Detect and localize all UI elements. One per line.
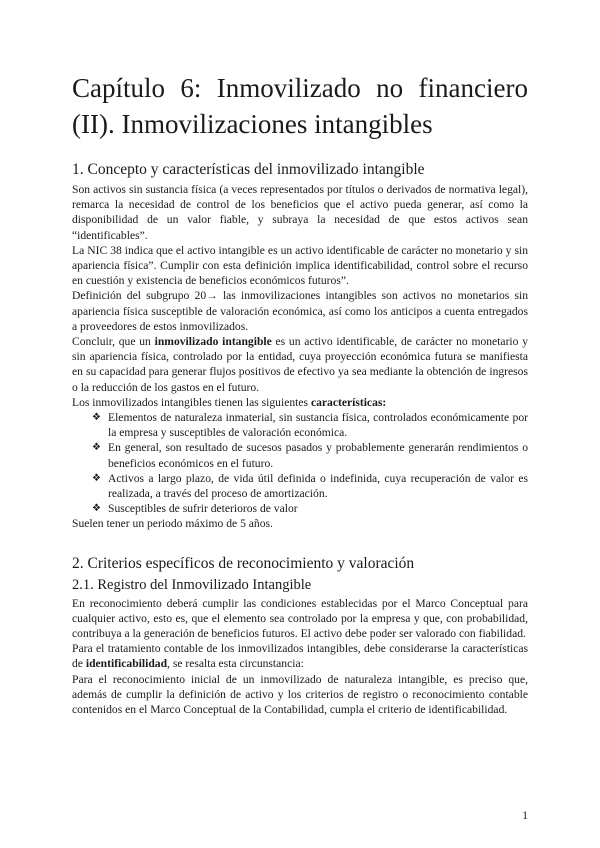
section-1-paragraph-5	[72, 395, 528, 410]
s2p2-text-after: , se resalta esta circunstancia:	[167, 657, 304, 671]
section-1-paragraph-4	[72, 334, 528, 395]
p5-bold-term: características:	[310, 395, 387, 409]
list-item	[92, 501, 528, 516]
characteristics-list	[72, 410, 528, 516]
document-page	[72, 70, 528, 717]
list-item	[92, 471, 528, 501]
p4-text-before: Concluir, que un	[72, 335, 155, 349]
diamond-bullet-icon: ❖	[92, 503, 101, 515]
p4-text-after: es un activo identificable, de carácter no monetario y sin apariencia física, controlado por la entidad, cuya proyección económica futura se manifiesta en su capacidad para generar flujos positivos de efectivo ya sea mediante la obtención de ingresos o la reducción de los gastos en el futuro.	[72, 335, 529, 394]
section-2-heading: 2. Criterios específicos de reconocimiento y valoración	[72, 554, 415, 572]
chapter-title: Capítulo 6: Inmovilizado no financiero (II). Inmovilizaciones intangibles	[72, 73, 528, 139]
diamond-bullet-icon: ❖	[92, 412, 101, 424]
section-1-heading: 1. Concepto y características del inmovilizado intangible	[72, 161, 425, 178]
section-1-paragraph-6: Suelen tener un periodo máximo de 5 años.	[72, 517, 273, 531]
section-1-paragraph-1: Son activos sin sustancia física (a veces representados por títulos o derivados de normativa legal), remarca la necesidad de control de los beneficios que el activo pueda generar, así como la disponibilidad de un valor fiable, y subraya la necesidad de que estos activos sean “identificables”.	[72, 183, 528, 242]
list-item-text: Susceptibles de sufrir deterioros de valor	[108, 502, 298, 516]
p4-bold-term: inmovilizado intangible	[154, 335, 272, 349]
list-item	[92, 410, 528, 440]
diamond-bullet-icon: ❖	[92, 472, 101, 484]
page-number: 1	[522, 810, 528, 822]
section-1-paragraph-3: Definición del subgrupo 20→ las inmovilizaciones intangibles son activos no monetarios sin apariencia física susceptible de valoración económica, así como los anticipos a cuenta entregados a proveedores de estos inmovilizados.	[72, 289, 528, 333]
section-2-paragraph-1: En reconocimiento deberá cumplir las condiciones establecidas por el Marco Conceptual para cualquier activo, esto es, que el elemento sea controlado por la empresa y que, con probabilidad, contribuya a la generación de beneficios futuros. El activo debe poder ser valorado con fiabilidad.	[72, 596, 528, 641]
list-item-text: En general, son resultado de sucesos pasados y probablemente generarán rendimientos o beneficios económicos en el futuro.	[108, 441, 528, 470]
s2p2-bold-term: identificabilidad	[85, 657, 168, 671]
section-2-paragraph-2	[72, 641, 528, 671]
section-spacer	[72, 532, 528, 554]
diamond-bullet-icon: ❖	[92, 442, 101, 454]
list-item	[92, 440, 528, 470]
section-1-paragraph-2: La NIC 38 indica que el activo intangible es un activo identificable de carácter no monetario y sin apariencia física”. Cumplir con esta definición implica identificabilidad, control sobre el recurso en cuestión y existencia de beneficios económicos futuros”.	[72, 243, 528, 288]
s2p2-text-before: Para el tratamiento contable de los inmovilizados intangibles, debe considerarse la características de	[72, 642, 528, 671]
section-2-paragraph-3: Para el reconocimiento inicial de un inmovilizado de naturaleza intangible, es preciso que, además de cumplir la definición de activo y los criterios de registro o reconocimiento contable contenidos en el Marco Conceptual de la Contabilidad, cumpla el criterio de identificabilidad.	[72, 672, 528, 717]
list-item-text: Activos a largo plazo, de vida útil definida o indefinida, cuya recuperación de valor es realizada, a través del proceso de amortización.	[108, 471, 528, 501]
list-item-text: Elementos de naturaleza inmaterial, sin sustancia física, controlados económicamente por la empresa y susceptibles de valoración económica.	[108, 411, 528, 440]
section-2-1-heading: 2.1. Registro del Inmovilizado Intangible	[72, 576, 312, 593]
p5-text-before: Los inmovilizados intangibles tienen las siguientes	[72, 395, 311, 409]
